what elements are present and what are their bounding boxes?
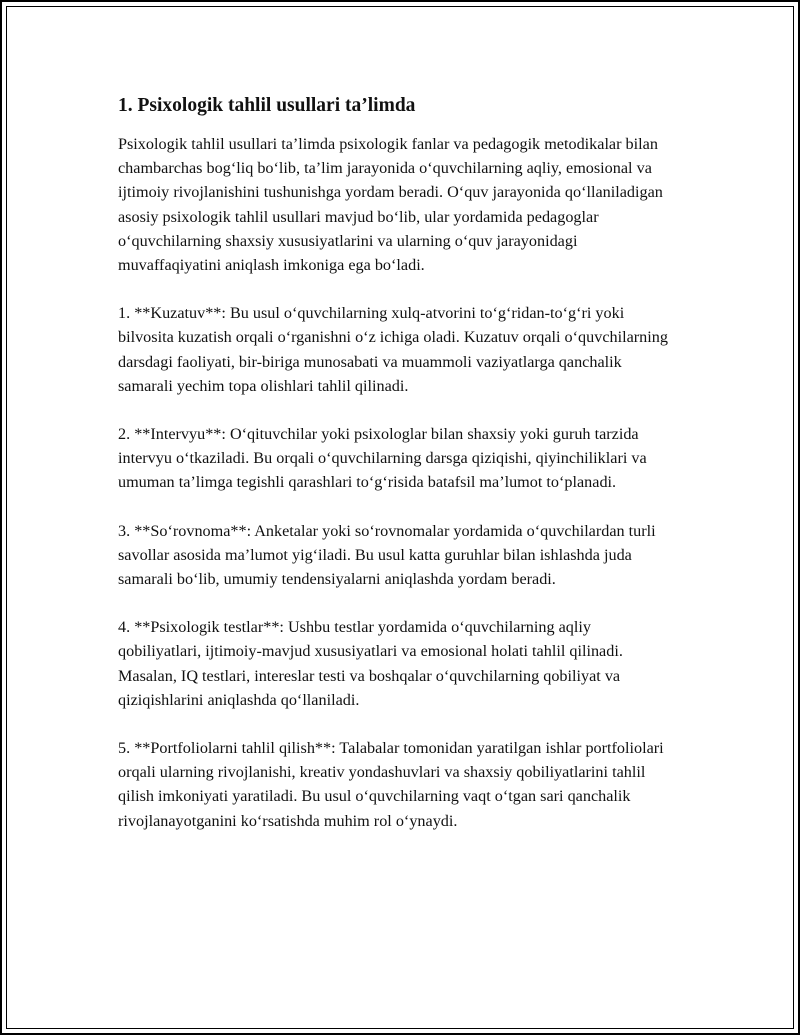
document-body	[118, 93, 678, 857]
paragraph-intervyu: 2. **Intervyu**: O‘qituvchilar yoki psixologlar bilan shaxsiy yoki guruh tarzida intervyu o‘tkaziladi. Bu orqali o‘quvchilarning darsga qiziqishi, qiyinchiliklari va umuman ta’limga tegishli qarashlari to‘g‘risida batafsil ma’lumot to‘planadi.	[118, 425, 647, 492]
paragraph-sorovnoma: 3. **So‘rovnoma**: Anketalar yoki so‘rovnomalar yordamida o‘quvchilardan turli savollar asosida ma’lumot yig‘iladi. Bu usul katta guruhlar bilan ishlashda juda samarali bo‘lib, umumiy tendensiyalarni aniqlashda yordam beradi.	[118, 521, 656, 589]
intro-paragraph: Psixologik tahlil usullari ta’limda psixologik fanlar va pedagogik metodikalar bilan chambarchas bog‘liq bo‘lib, ta’lim jarayonida o‘quvchilarning aqliy, emosional va ijtimoiy rivojlanishini tushunishga yordam beradi. O‘quv jarayonida qo‘llaniladigan asosiy psixologik tahlil usullari mavjud bo‘lib, ular yordamida pedagoglar o‘quvchilarning shaxsiy xususiyatlarini va ularning o‘quv jarayonidagi muvaffaqiyatini aniqlash imkoniga ega bo‘ladi.	[118, 135, 663, 275]
section-heading: 1. Psixologik tahlil usullari ta’limda	[118, 95, 416, 116]
paragraph-portfoliolar: 5. **Portfoliolarni tahlil qilish**: Talabalar tomonidan yaratilgan ishlar portfoliolari orqali ularning rivojlanishi, kreativ yondashuvlari va shaxsiy qobiliyatlarini tahlil qilish imkoniyati yaratiladi. Bu usul o‘quvchilarning vaqt o‘tgan sari qanchalik rivojlanayotganini ko‘rsatishda muhim rol o‘ynaydi.	[118, 739, 664, 830]
paragraph-psixologik-testlar: 4. **Psixologik testlar**: Ushbu testlar yordamida o‘quvchilarning aqliy qobiliyatlari, ijtimoiy-mavjud xususiyatlari va emosional holati tahlil qilinadi. Masalan, IQ testlari, intereslar testi va boshqalar o‘quvchilarning qobiliyat va qiziqishlarini aniqlashda qo‘llaniladi.	[118, 618, 623, 709]
paragraph-kuzatuv: 1. **Kuzatuv**: Bu usul o‘quvchilarning xulq-atvorini to‘g‘ridan-to‘g‘ri yoki bilvosita kuzatish orqali o‘rganishni o‘z ichiga oladi. Kuzatuv orqali o‘quvchilarning darsdagi faoliyati, bir-biriga munosabati va muammoli vaziyatlarga qanchalik samarali yechim topa olishlari tahlil qilinadi.	[118, 304, 668, 395]
